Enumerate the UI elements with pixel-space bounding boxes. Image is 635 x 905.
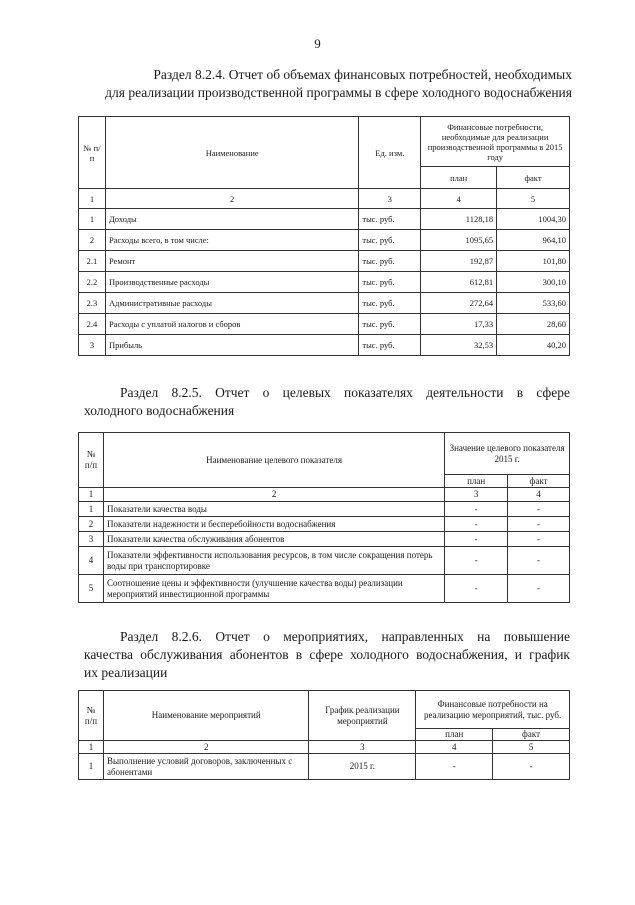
row-fact: - [508, 532, 570, 547]
row-name: Ремонт [105, 251, 358, 272]
row-plan: 1095,65 [421, 230, 497, 251]
section-1-title [84, 66, 572, 102]
section-3-title-line: их реализации [84, 665, 168, 680]
row-num: 2 [79, 517, 104, 532]
row-fact: 40,20 [497, 335, 570, 356]
row-num: 2.2 [79, 272, 106, 293]
index-cell: 1 [79, 189, 106, 209]
row-unit: тыс. руб. [359, 293, 421, 314]
index-cell: 3 [359, 189, 421, 209]
row-name: Производственные расходы [105, 272, 358, 293]
row-name: Расходы с уплатой налогов и сборов [105, 314, 358, 335]
row-plan: 32,53 [421, 335, 497, 356]
table-index-row [79, 741, 570, 754]
header-measure-name: Наименование мероприятий [103, 691, 309, 741]
row-fact: 533,60 [497, 293, 570, 314]
row-name: Показатели качества обслуживания абонентов [103, 532, 444, 547]
table-row [79, 314, 570, 335]
section-3-title [84, 628, 570, 682]
row-num: 4 [79, 547, 104, 575]
service-measures-table [78, 690, 570, 780]
section-3-title-line: качества обслуживания абонентов в сфере холодного водоснабжения, и график [84, 647, 570, 662]
row-fact: - [493, 754, 570, 780]
section-1-title-line: Раздел 8.2.4. Отчет об объемах финансовых потребностей, необходимых [153, 67, 572, 82]
index-cell: 3 [309, 741, 416, 754]
row-unit: тыс. руб. [359, 335, 421, 356]
table-row [79, 532, 570, 547]
row-num: 2.1 [79, 251, 106, 272]
index-cell: 2 [103, 741, 309, 754]
row-fact: 300,10 [497, 272, 570, 293]
index-cell: 2 [105, 189, 358, 209]
row-name: Административные расходы [105, 293, 358, 314]
header-financial-needs: Финансовые потребности, необходимые для реализации производственной программы в 2015 году [421, 117, 570, 167]
row-num: 1 [79, 209, 106, 230]
section-2-title-line: холодного водоснабжения [84, 403, 235, 418]
index-cell: 1 [79, 488, 104, 502]
row-plan: 1128,18 [421, 209, 497, 230]
header-schedule: График реализации мероприятий [309, 691, 416, 741]
row-plan: 17,33 [421, 314, 497, 335]
table-row [79, 547, 570, 575]
index-cell: 2 [103, 488, 444, 502]
row-fact: - [508, 517, 570, 532]
header-num: № п/п [79, 691, 104, 741]
row-unit: тыс. руб. [359, 272, 421, 293]
row-num: 1 [79, 502, 104, 517]
header-name: Наименование [105, 117, 358, 189]
table-row [79, 517, 570, 532]
header-num: № п/п [79, 433, 104, 488]
row-plan: - [445, 547, 508, 575]
table-index-row [79, 488, 570, 502]
table-index-row [79, 189, 570, 209]
row-fact: 1004,30 [497, 209, 570, 230]
header-fact: факт [497, 167, 570, 189]
row-plan: 612,81 [421, 272, 497, 293]
row-name: Показатели качества воды [103, 502, 444, 517]
index-cell: 4 [416, 741, 493, 754]
row-name: Доходы [105, 209, 358, 230]
row-name: Показатели надежности и бесперебойности водоснабжения [103, 517, 444, 532]
header-unit: Ед. изм. [359, 117, 421, 189]
row-name: Расходы всего, в том числе: [105, 230, 358, 251]
row-unit: тыс. руб. [359, 209, 421, 230]
row-schedule: 2015 г. [309, 754, 416, 780]
index-cell: 5 [497, 189, 570, 209]
row-num: 2 [79, 230, 106, 251]
header-num: № п/п [79, 117, 106, 189]
row-plan: - [445, 575, 508, 603]
table-row [79, 335, 570, 356]
section-2-title-line: Раздел 8.2.5. Отчет о целевых показателях деятельности в сфере [120, 385, 570, 400]
row-num: 2.3 [79, 293, 106, 314]
row-unit: тыс. руб. [359, 251, 421, 272]
row-plan: - [445, 502, 508, 517]
index-cell: 3 [445, 488, 508, 502]
section-1-title-line: для реализации производственной программы в сфере холодного водоснабжения [105, 85, 572, 100]
header-fact: факт [493, 729, 570, 741]
row-unit: тыс. руб. [359, 230, 421, 251]
row-num: 5 [79, 575, 104, 603]
row-plan: 192,87 [421, 251, 497, 272]
row-num: 1 [79, 754, 104, 780]
row-plan: 272,64 [421, 293, 497, 314]
row-name: Соотношение цены и эффективности (улучшение качества воды) реализации мероприятий инвестиционной программы [103, 575, 444, 603]
row-fact: - [508, 502, 570, 517]
row-num: 2.4 [79, 314, 106, 335]
row-plan: - [416, 754, 493, 780]
header-indicator-name: Наименование целевого показателя [103, 433, 444, 488]
row-fact: 101,80 [497, 251, 570, 272]
index-cell: 4 [508, 488, 570, 502]
header-plan: план [445, 475, 508, 488]
index-cell: 5 [493, 741, 570, 754]
page-number: 9 [314, 36, 321, 51]
row-plan: - [445, 517, 508, 532]
header-financial-needs: Финансовые потребности на реализацию мероприятий, тыс. руб. [416, 691, 570, 729]
row-name: Прибыль [105, 335, 358, 356]
header-target-value: Значение целевого показателя 2015 г. [445, 433, 570, 475]
header-fact: факт [508, 475, 570, 488]
table-row [79, 209, 570, 230]
row-fact: - [508, 547, 570, 575]
table-row [79, 575, 570, 603]
row-num: 3 [79, 532, 104, 547]
row-name: Показатели эффективности использования ресурсов, в том числе сокращения потерь воды при транспортировке [103, 547, 444, 575]
section-2-title [84, 384, 570, 420]
table-row [79, 293, 570, 314]
section-3-title-line: Раздел 8.2.6. Отчет о мероприятиях, направленных на повышение [120, 629, 570, 644]
row-fact: 964,10 [497, 230, 570, 251]
row-fact: - [508, 575, 570, 603]
header-plan: план [416, 729, 493, 741]
financial-needs-table [78, 116, 570, 356]
row-name: Выполнение условий договоров, заключенных с абонентами [103, 754, 309, 780]
row-unit: тыс. руб. [359, 314, 421, 335]
table-row [79, 502, 570, 517]
table-row [79, 754, 570, 780]
table-row [79, 230, 570, 251]
row-fact: 28,60 [497, 314, 570, 335]
target-indicators-table [78, 432, 570, 603]
index-cell: 1 [79, 741, 104, 754]
table-row [79, 251, 570, 272]
table-row [79, 272, 570, 293]
row-num: 3 [79, 335, 106, 356]
header-plan: план [421, 167, 497, 189]
index-cell: 4 [421, 189, 497, 209]
row-plan: - [445, 532, 508, 547]
